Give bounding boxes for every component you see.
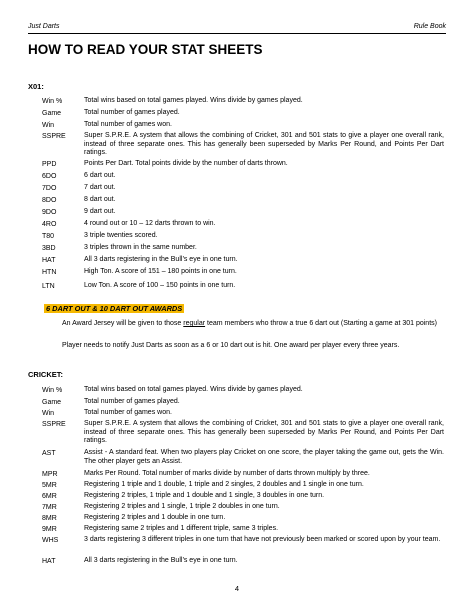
x01-heading: X01: bbox=[28, 82, 44, 91]
cricket-term: Win % bbox=[42, 387, 63, 394]
cricket-term: 5MR bbox=[42, 482, 57, 489]
awards-heading: 6 DART OUT & 10 DART OUT AWARDS bbox=[46, 304, 183, 313]
x01-definition: 3 triples thrown in the same number. bbox=[84, 244, 197, 251]
x01-definition: 9 dart out. bbox=[84, 208, 116, 215]
cricket-definition: All 3 darts registering in the Bull’s eye in one turn. bbox=[84, 557, 238, 564]
header-left: Just Darts bbox=[28, 23, 60, 30]
running-header bbox=[28, 23, 446, 33]
page-number: 4 bbox=[234, 584, 240, 593]
cricket-definition: Total number of games won. bbox=[84, 409, 172, 416]
cricket-term: MPR bbox=[42, 471, 58, 478]
awards-notify-paragraph: Player needs to notify Just Darts as soon as a 6 or 10 dart out is hit. One award per player every three years. bbox=[62, 342, 400, 349]
cricket-definition: Total number of games played. bbox=[84, 398, 180, 405]
x01-term: HAT bbox=[42, 257, 56, 264]
awards-para-underlined: regular bbox=[183, 320, 206, 327]
x01-definition: 4 round out or 10 – 12 darts thrown to win. bbox=[84, 220, 216, 227]
x01-term: PPD bbox=[42, 161, 57, 168]
cricket-definition: Registering 2 triples and 1 single, 1 triple 2 doubles in one turn. bbox=[84, 503, 280, 510]
x01-definition: All 3 darts registering in the Bull’s eye in one turn. bbox=[84, 256, 238, 263]
x01-term: LTN bbox=[42, 283, 55, 290]
cricket-term: WHS bbox=[42, 537, 59, 544]
cricket-definition: 3 darts registering 3 different triples in one turn that have not previously been marked or scored upon by your team. bbox=[84, 536, 441, 543]
x01-term: T80 bbox=[42, 233, 55, 240]
cricket-term: Win bbox=[42, 410, 55, 417]
page-title: HOW TO READ YOUR STAT SHEETS bbox=[28, 42, 263, 57]
x01-term: 9DO bbox=[42, 209, 57, 216]
x01-term: Game bbox=[42, 110, 62, 117]
x01-definition: Super S.P.R.E. A system that allows the combining of Cricket, 301 and 501 stats to give a player one overall rank, instead of three separate ones. This has generally been superseded by Marks Per Round, and Points Per Dart ratings. bbox=[84, 132, 444, 157]
cricket-definition: Registering same 2 triples and 1 different triple, same 3 triples. bbox=[84, 525, 279, 532]
cricket-term: SSPRE bbox=[42, 421, 66, 428]
cricket-definition: Assist - A standard feat. When two players play Cricket on one score, the player taking the game out, gets the Win. The other player gets an Assist. bbox=[84, 449, 444, 465]
x01-definition: 6 dart out. bbox=[84, 172, 116, 179]
header-rule bbox=[28, 33, 446, 34]
x01-definition: Total number of games won. bbox=[84, 121, 172, 128]
cricket-term: 7MR bbox=[42, 504, 57, 511]
cricket-term: 6MR bbox=[42, 493, 57, 500]
cricket-definition: Registering 2 triples, 1 triple and 1 double and 1 single, 3 doubles in one turn. bbox=[84, 492, 325, 499]
x01-definition: High Ton. A score of 151 – 180 points in one turn. bbox=[84, 268, 237, 275]
x01-definition: 8 dart out. bbox=[84, 196, 116, 203]
x01-definition: Total wins based on total games played. Wins divide by games played. bbox=[84, 97, 303, 104]
cricket-definition: Super S.P.R.E. A system that allows the combining of Cricket, 301 and 501 stats to give a player one overall rank, instead of three separate ones. This has generally been superseded by Marks Per Round, and Points Per Dart ratings. bbox=[84, 420, 444, 445]
x01-definition: 7 dart out. bbox=[84, 184, 116, 191]
x01-term: Win bbox=[42, 122, 55, 129]
cricket-definition: Marks Per Round. Total number of marks divide by number of darts thrown multiply by three. bbox=[84, 470, 370, 477]
x01-definition: 3 triple twenties scored. bbox=[84, 232, 158, 239]
cricket-heading: CRICKET: bbox=[28, 370, 63, 379]
cricket-term: Game bbox=[42, 399, 62, 406]
cricket-term: HAT bbox=[42, 558, 56, 565]
cricket-definition: Registering 1 triple and 1 double, 1 triple and 2 singles, 2 doubles and 1 single in one turn. bbox=[84, 481, 364, 488]
cricket-term: 8MR bbox=[42, 515, 57, 522]
awards-para-text-end: team members who throw a true 6 dart out (Starting a game at 301 points) bbox=[205, 320, 437, 327]
x01-term: 7DO bbox=[42, 185, 57, 192]
cricket-term: AST bbox=[42, 450, 56, 457]
x01-term: SSPRE bbox=[42, 133, 66, 140]
awards-para-text: An Award Jersey will be given to those bbox=[62, 320, 184, 327]
x01-term: 3BD bbox=[42, 245, 56, 252]
cricket-definition: Registering 2 triples and 1 double in one turn. bbox=[84, 514, 226, 521]
x01-term: 8DO bbox=[42, 197, 57, 204]
rule-book-page bbox=[28, 0, 446, 613]
x01-definition: Total number of games played. bbox=[84, 109, 180, 116]
cricket-term: 9MR bbox=[42, 526, 57, 533]
x01-term: Win % bbox=[42, 98, 63, 105]
awards-jersey-paragraph bbox=[62, 320, 444, 329]
x01-term: 4RO bbox=[42, 221, 57, 228]
x01-definition: Low Ton. A score of 100 – 150 points in one turn. bbox=[84, 282, 236, 289]
x01-term: 6DO bbox=[42, 173, 57, 180]
x01-term: HTN bbox=[42, 269, 57, 276]
cricket-definition: Total wins based on total games played. Wins divide by games played. bbox=[84, 386, 303, 393]
header-right: Rule Book bbox=[413, 23, 446, 30]
x01-definition: Points Per Dart. Total points divide by the number of darts thrown. bbox=[84, 160, 288, 167]
